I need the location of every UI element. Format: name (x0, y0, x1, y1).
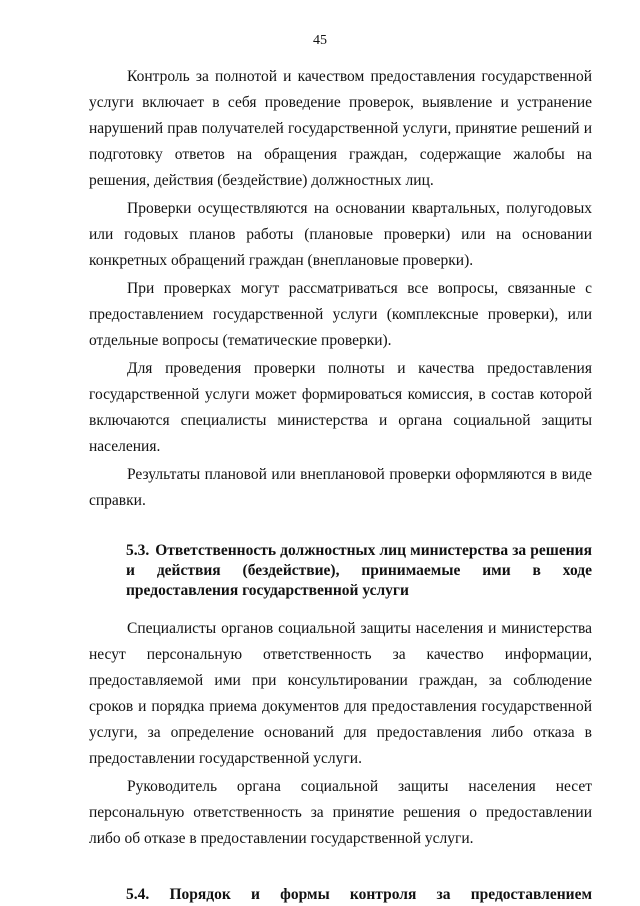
page-number: 45 (313, 33, 327, 48)
paragraph-control-scope: Контроль за полнотой и качеством предоставления государственной услуги включает в себя проведение проверок, выявление и устранение нарушений прав получателей государственной услуги, принятие решений и подготовку ответов на обращения граждан, содержащие жалобы на решения, действия (бездействие) должностных лиц. (89, 68, 592, 189)
paragraph-head-responsibility: Руководитель органа социальной защиты населения несет персональную ответственность за принятие решения о предоставлении либо об отказе в предоставлении государственной услуги. (89, 778, 592, 847)
section-heading-5-4 (89, 884, 592, 906)
section-title: Ответственность должностных лиц министерства за решения и действия (бездействие), принимаемые ими в ходе предоставления государственной услуги (126, 542, 592, 599)
paragraph-results: Результаты плановой или внеплановой проверки оформляются в виде справки. (89, 466, 592, 509)
page-content (89, 64, 592, 906)
paragraph-commission: Для проведения проверки полноты и качества предоставления государственной услуги может формироваться комиссия, в состав которой включаются специалисты министерства и органа социальной защиты населения. (89, 360, 592, 455)
section-number: 5.4. (126, 886, 150, 903)
section-heading-5-3 (89, 541, 592, 601)
paragraph-inspection-basis: Проверки осуществляются на основании квартальных, полугодовых или годовых планов работы (плановые проверки) или на основании конкретных обращений граждан (внеплановые проверки). (89, 200, 592, 269)
paragraph-specialists-responsibility: Специалисты органов социальной защиты населения и министерства несут персональную ответственность за качество информации, предоставляемой ими при консультировании граждан, за соблюдение сроков и порядка приема документов для предоставления государственной услуги, за определение оснований для предоставления либо отказа в предоставлении государственной услуги. (89, 620, 592, 767)
section-number: 5.3. (126, 542, 150, 559)
section-title: Порядок и формы контроля за предоставлением (169, 886, 593, 903)
paragraph-inspection-questions: При проверках могут рассматриваться все вопросы, связанные с предоставлением государственной услуги (комплексные проверки), или отдельные вопросы (тематические проверки). (89, 280, 592, 349)
